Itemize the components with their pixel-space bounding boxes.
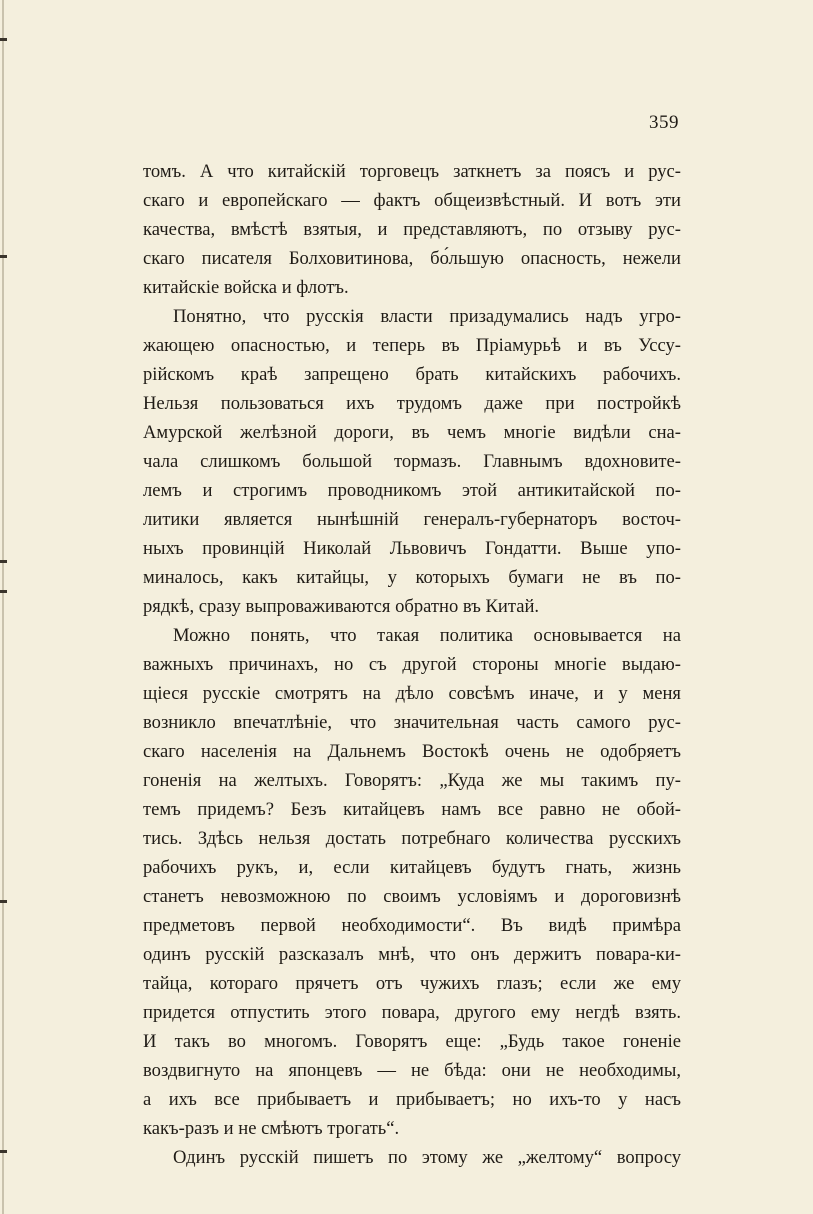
- text-line: чала слишкомъ большой тормазъ. Главнымъ вдохновите-: [143, 451, 681, 472]
- text-line: ныхъ провинцій Николай Львовичъ Гондатти. Выше упо-: [143, 538, 681, 559]
- text-line: станетъ невозможною по своимъ условіямъ и дороговизнѣ: [143, 886, 681, 907]
- text-line: одинъ русскій разсказалъ мнѣ, что онъ держитъ повара-ки-: [143, 944, 681, 965]
- text-line: скаго писателя Болховитинова, бо́льшую опасность, нежели: [143, 248, 681, 269]
- page-number: 359: [649, 112, 679, 133]
- text-line: рабочихъ рукъ, и, если китайцевъ будутъ гнать, жизнь: [143, 857, 681, 878]
- text-line: Одинъ русскій пишетъ по этому же „желтому“ вопросу: [173, 1147, 681, 1168]
- page-edge-line: [2, 0, 4, 1214]
- text-line: Амурской желѣзной дороги, въ чемъ многіе видѣли сна-: [143, 422, 681, 443]
- edge-mark: [0, 38, 7, 41]
- text-line: лемъ и строгимъ проводникомъ этой антикитайской по-: [143, 480, 681, 501]
- text-line: И такъ во многомъ. Говорятъ еще: „Будь такое гоненіе: [143, 1031, 681, 1052]
- text-line: придется отпустить этого повара, другого ему негдѣ взять.: [143, 1002, 681, 1023]
- edge-mark: [0, 255, 7, 258]
- text-line: а ихъ все прибываетъ и прибываетъ; но ихъ-то у насъ: [143, 1089, 681, 1110]
- body-text: [143, 157, 681, 1172]
- text-line: рядкѣ, сразу выпроваживаются обратно въ Китай.: [143, 596, 540, 617]
- text-line: жающею опасностью, и теперь въ Пріамурьѣ и въ Уссу-: [143, 335, 681, 356]
- text-line: темъ придемъ? Безъ китайцевъ намъ все равно не обой-: [143, 799, 681, 820]
- text-line: воздвигнуто на японцевъ — не бѣда: они не необходимы,: [143, 1060, 681, 1081]
- text-line: возникло впечатлѣніе, что значительная часть самого рус-: [143, 712, 681, 733]
- edge-mark: [0, 560, 7, 563]
- text-line: тайца, котораго прячетъ отъ чужихъ глазъ; если же ему: [143, 973, 681, 994]
- edge-mark: [0, 590, 7, 593]
- text-line: скаго населенія на Дальнемъ Востокѣ очень не одобряетъ: [143, 741, 681, 762]
- text-line: миналось, какъ китайцы, у которыхъ бумаги не въ по-: [143, 567, 681, 588]
- text-line: рійскомъ краѣ запрещено брать китайскихъ рабочихъ.: [143, 364, 681, 385]
- text-line: тись. Здѣсь нельзя достать потребнаго количества русскихъ: [143, 828, 681, 849]
- edge-mark: [0, 1150, 7, 1153]
- text-line: предметовъ первой необходимости“. Въ видѣ примѣра: [143, 915, 681, 936]
- text-line: гоненія на желтыхъ. Говорятъ: „Куда же мы такимъ пу-: [143, 770, 681, 791]
- text-line: Можно понять, что такая политика основывается на: [173, 625, 681, 646]
- text-line: томъ. А что китайскій торговецъ заткнетъ за поясъ и рус-: [143, 161, 681, 182]
- text-line: щіеся русскіе смотрятъ на дѣло совсѣмъ иначе, и у меня: [143, 683, 681, 704]
- text-line: скаго и европейскаго — фактъ общеизвѣстный. И вотъ эти: [143, 190, 681, 211]
- text-line: важныхъ причинахъ, но съ другой стороны многіе выдаю-: [143, 654, 681, 675]
- edge-mark: [0, 900, 7, 903]
- text-line: Нельзя пользоваться ихъ трудомъ даже при постройкѣ: [143, 393, 681, 414]
- text-line: какъ-разъ и не смѣютъ трогать“.: [143, 1118, 400, 1139]
- text-line: литики является нынѣшній генералъ-губернаторъ восточ-: [143, 509, 681, 530]
- text-line: качества, вмѣстѣ взятыя, и представляютъ, по отзыву рус-: [143, 219, 681, 240]
- text-line: Понятно, что русскія власти призадумались надъ угро-: [173, 306, 681, 327]
- text-line: китайскіе войска и флотъ.: [143, 277, 349, 298]
